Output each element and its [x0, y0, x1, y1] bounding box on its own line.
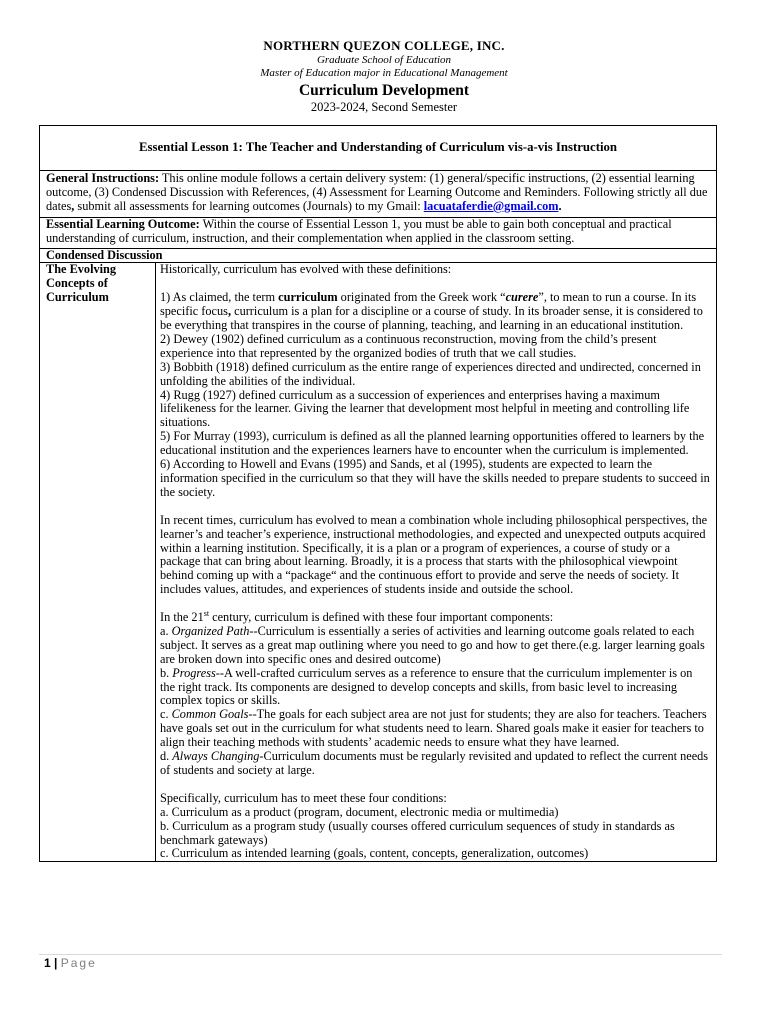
- discussion-content: [156, 263, 717, 862]
- general-instructions-end: .: [558, 198, 562, 213]
- component-b: b. Progress--A well-crafted curriculum serves as a reference to ensure that the curriculum implementer is on the right track. Its components are designed to develop concepts and skills, from basic level to increasing complex topics or skills.: [160, 665, 693, 708]
- page-label: Page: [60, 956, 97, 970]
- footer-divider: [39, 954, 722, 955]
- topic-cell: [40, 263, 156, 862]
- component-a: a. Organized Path--Curriculum is essentially a series of activities and learning outcome goals related to each subject. It serves as a great map outlining where you need to go and how to get there.(e.g. larger learning goals are broken down into specific ones and desired outcome): [160, 623, 705, 666]
- definition-1: 1) As claimed, the term curriculum originated from the Greek work “curere”, to mean to run a course. In its specific focus, curriculum is a plan for a discipline or a course of study. In its broader sense, it is considered to be everything that transpires in the course of planning, teaching, and learning in an educational institution.: [160, 290, 703, 333]
- definition-3: 3) Bobbith (1918) defined curriculum as the entire range of experiences directed and undirected, concerned in unfolding the abilities of the individual.: [160, 359, 701, 388]
- lesson-title-row: [40, 126, 717, 171]
- definition-4: 4) Rugg (1927) defined curriculum as a succession of experiences and enterprises having a maximum lifelikeness for the learner. Giving the learner that development most helpful in meeting and controlling life situations.: [160, 387, 690, 430]
- module-table: [39, 125, 717, 862]
- conditions-intro: Specifically, curriculum has to meet these four conditions:: [160, 790, 447, 805]
- condensed-discussion-row: [40, 263, 717, 862]
- intro-paragraph: Historically, curriculum has evolved with these definitions:: [160, 262, 452, 277]
- component-d: d. Always Changing-Curriculum documents must be regularly revisited and updated to reflect the current needs of students and society at large.: [160, 749, 709, 778]
- school-name: Graduate School of Education: [316, 54, 452, 66]
- footer-separator: |: [54, 956, 58, 970]
- lesson-title-text: Essential Lesson 1: The Teacher and Understanding of Curriculum vis-a-vis Instruction: [138, 140, 618, 155]
- semester: 2023-2024, Second Semester: [310, 100, 458, 114]
- program-name: Master of Education major in Educational Management: [260, 67, 508, 79]
- learning-outcome: [40, 217, 717, 248]
- definition-6: 6) According to Howell and Evans (1995) and Sands, et al (1995), students are expected to learn the information specified in the curriculum so that they will have the skills needed to prepare students to succeed in the society.: [160, 457, 710, 499]
- learning-outcome-row: [40, 217, 717, 248]
- general-instructions-text: This online module follows a certain delivery system: (1) general/specific instructions, (2) essential learning outcome, (3) Condensed Discussion with References, (4) Assessment for Learning Outcome and Reminders. Following strictly all due dates: [46, 171, 708, 213]
- college-name: NORTHERN QUEZON COLLEGE, INC.: [263, 38, 505, 53]
- general-instructions-row: [40, 171, 717, 218]
- general-instructions-comma: ,: [71, 198, 75, 213]
- general-instructions-label: General Instructions:: [46, 171, 160, 185]
- definition-2: 2) Dewey (1902) defined curriculum as a continuous reconstruction, moving from the child’s present experience into that represented by the organized bodies of truth that we call studies.: [160, 331, 657, 360]
- email-link[interactable]: lacuataferdie@gmail.com: [423, 198, 559, 213]
- topic-title: The Evolving Concepts of Curriculum: [46, 262, 117, 305]
- learning-outcome-label: Essential Learning Outcome:: [46, 216, 200, 231]
- condition-c: c. Curriculum as intended learning (goals, content, concepts, generalization, outcomes): [160, 846, 589, 861]
- term-curriculum: curriculum: [278, 290, 338, 305]
- course-title: Curriculum Development: [298, 82, 470, 99]
- general-instructions: [40, 171, 717, 218]
- century-paragraph: In the 21st century, curriculum is defined with these four important components:: [160, 608, 554, 625]
- lesson-title: [40, 126, 717, 171]
- page-footer: [44, 956, 97, 970]
- term-curere: curere: [505, 290, 539, 305]
- condition-b: b. Curriculum as a program study (usually courses offered curriculum sequences of study in standards as benchmark gateways): [160, 818, 675, 847]
- document-header: [0, 38, 768, 115]
- recent-times-paragraph: In recent times, curriculum has evolved to mean a combination whole including philosophical perspectives, the learner’s and teacher’s experience, instructional methodologies, and expected and unexpected outputs acquired within a learning institution. Specifically, it is a plan or a program of experiences, a course of study or a package that can bring about learning. Broadly, it is a process that starts with the philosophical viewpoint behind coming up with a “package“ and the continuous effort to provide and serve the needs of society. It includes values, attitudes, and experiences of students inside and outside the school.: [160, 512, 708, 597]
- page-number: 1: [44, 956, 51, 970]
- condition-a: a. Curriculum as a product (program, document, electronic media or multimedia): [160, 804, 559, 819]
- general-instructions-text2: submit all assessments for learning outcomes (Journals) to my Gmail:: [74, 198, 424, 213]
- component-c: c. Common Goals--The goals for each subject area are not just for students; they are also for teachers. Teachers have goals set out in the curriculum for what students need to learn. Shared goals make it easier for teachers to align their teaching methods with students’ academic needs to ensure what they have learned.: [160, 707, 707, 750]
- definition-5: 5) For Murray (1993), curriculum is defined as all the planned learning opportunities offered to learners by the educational institution and the experiences learners have to encounter when the curriculum is implemented.: [160, 429, 705, 458]
- learning-outcome-text: Within the course of Essential Lesson 1, you must be able to gain both conceptual and practical understanding of curriculum, instruction, and their complementation when applied in the classroom setting.: [46, 216, 672, 245]
- condensed-discussion-heading: Condensed Discussion: [40, 248, 717, 263]
- condensed-discussion-heading-row: [40, 248, 717, 263]
